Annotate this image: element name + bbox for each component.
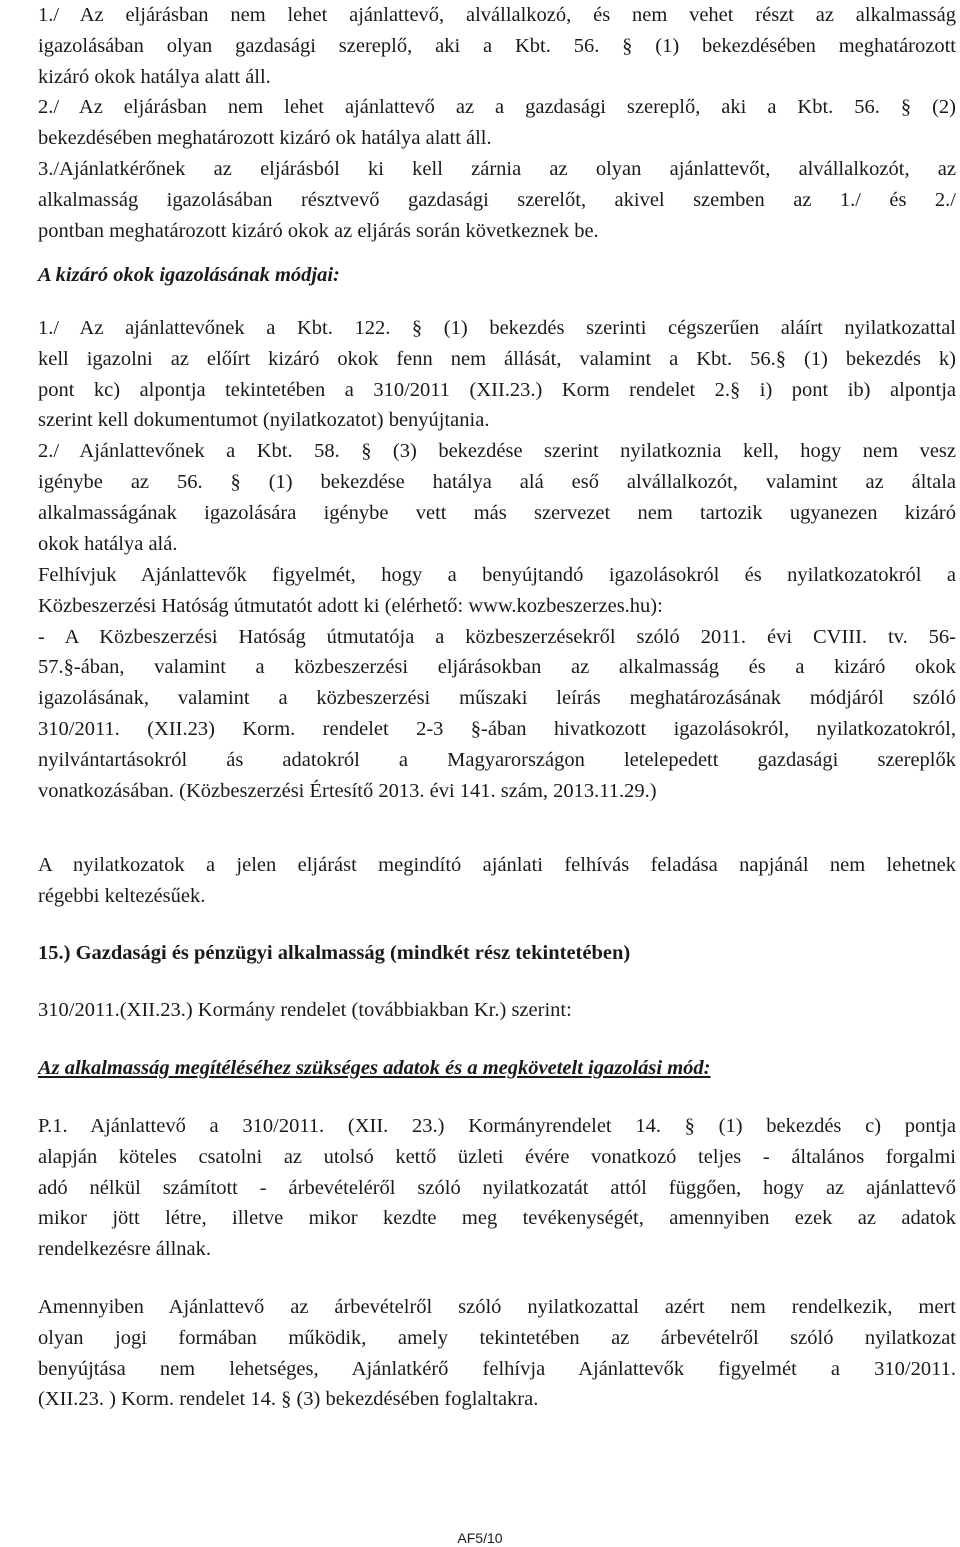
document-page <box>38 0 956 1547</box>
text-line: 3./Ajánlatkérőnek az eljárásból ki kell zárnia az olyan ajánlattevőt, alvállalkozót, az <box>38 157 956 180</box>
text-line: 1./ Az eljárásban nem lehet ajánlattevő, alvállalkozó, és nem vehet részt az alkalmasság <box>38 4 956 26</box>
text-line: 57.§-ában, valamint a közbeszerzési eljárásokban az alkalmasság és a kizáró okok <box>38 656 956 679</box>
text-line: olyan jogi formában működik, amely tekintetében az árbevételről szóló nyilatkozat <box>38 1326 956 1349</box>
text-line: (XII.23. ) Korm. rendelet 14. § (3) bekezdésében foglaltakra. <box>38 1388 539 1411</box>
text-line: Amennyiben Ajánlattevő az árbevételről szóló nyilatkozattal azért nem rendelkezik, mert <box>38 1296 956 1318</box>
text-line: régebbi keltezésűek. <box>38 884 206 907</box>
text-line: mikor jött létre, illetve mikor kezdte meg tevékenységét, amennyiben ezek az adatok <box>38 1207 956 1230</box>
p1-paragraph <box>38 1111 956 1265</box>
text-line: - A Közbeszerzési Hatóság útmutatója a közbeszerzésekről szóló 2011. évi CVIII. tv. 56- <box>38 625 956 648</box>
text-line: alapján köteles csatolni az utolsó kettő üzleti évére vonatkozó teljes - általános forgalmi <box>38 1145 956 1168</box>
authority-guidance-paragraph <box>38 560 956 806</box>
section-heading-15: 15.) Gazdasági és pénzügyi alkalmasság (mindkét rész tekintetében) <box>38 942 631 964</box>
text-line: 1./ Az ajánlattevőnek a Kbt. 122. § (1) bekezdés szerinti cégszerűen aláírt nyilatkozattal <box>38 317 956 339</box>
text-line: rendelkezésre állnak. <box>38 1238 212 1261</box>
text-line: pont kc) alpontja tekintetében a 310/2011 (XII.23.) Korm rendelet 2.§ i) pont ib) alpontja <box>38 378 956 401</box>
text-line: A nyilatkozatok a jelen eljárást megindító ajánlati felhívás feladása napjánál nem lehetnek <box>38 854 956 876</box>
text-line: alkalmasságának igazolására igénybe vett más szervezet nem tartozik ugyanezen kizáró <box>38 501 956 524</box>
text-line: igazolásában olyan gazdasági szereplő, aki a Kbt. 56. § (1) bekezdésében meghatározott <box>38 34 956 57</box>
regulation-reference: 310/2011.(XII.23.) Kormány rendelet (továbbiakban Kr.) szerint: <box>38 999 572 1021</box>
text-line: alkalmasság igazolásában résztvevő gazdasági szerelőt, akivel szemben az 1./ és 2./ <box>38 188 956 211</box>
text-line: 2./ Ajánlattevőnek a Kbt. 58. § (3) bekezdése szerint nyilatkoznia kell, hogy nem vesz <box>38 440 956 463</box>
text-line: Felhívjuk Ajánlattevők figyelmét, hogy a benyújtandó igazolásokról és nyilatkozatokról a <box>38 564 956 586</box>
text-line: igazolásának, valamint a közbeszerzési műszaki leírás meghatározásának módjáról szóló <box>38 687 956 710</box>
text-line: P.1. Ajánlattevő a 310/2011. (XII. 23.) Kormányrendelet 14. § (1) bekezdés c) pontja <box>38 1115 956 1137</box>
text-line: benyújtása nem lehetséges, Ajánlatkérő felhívja Ajánlattevők figyelmét a 310/2011. <box>38 1357 956 1380</box>
declaration-date-paragraph <box>38 850 956 912</box>
page-number: AF5/10 <box>457 1530 503 1546</box>
revenue-statement-paragraph <box>38 1292 956 1415</box>
text-line: nyilvántartásokról ás adatokról a Magyarországon letelepedett gazdasági szereplők <box>38 748 956 771</box>
text-line: Közbeszerzési Hatóság útmutatót adott ki (elérhető: www.kozbeszerzes.hu): <box>38 594 663 617</box>
text-line: kizáró okok hatálya alatt áll. <box>38 65 271 88</box>
text-line: okok hatálya alá. <box>38 532 178 555</box>
text-line: adó nélkül számított - árbevételéről szóló nyilatkozatát attól függően, hogy az ajánlattevő <box>38 1176 956 1199</box>
text-line: 310/2011. (XII.23) Korm. rendelet 2-3 §-ában hivatkozott igazolásokról, nyilatkozatokról, <box>38 717 956 740</box>
exclusion-proof-paragraph <box>38 313 956 559</box>
text-line: pontban meghatározott kizáró okok az eljárás során következnek be. <box>38 219 599 242</box>
text-line: igénybe az 56. § (1) bekezdése hatálya alá eső alvállalkozót, valamint az általa <box>38 470 956 493</box>
section-heading-suitability: Az alkalmasság megítéléséhez szükséges adatok és a megkövetelt igazolási mód: <box>38 1057 711 1079</box>
text-line: vonatkozásában. (Közbeszerzési Értesítő 2013. évi 141. szám, 2013.11.29.) <box>38 779 657 802</box>
text-line: 2./ Az eljárásban nem lehet ajánlattevő az a gazdasági szereplő, aki a Kbt. 56. § (2) <box>38 96 956 119</box>
exclusion-grounds-paragraph <box>38 0 956 246</box>
text-line: szerint kell dokumentumot (nyilatkozatot) benyújtania. <box>38 409 490 432</box>
text-line: bekezdésében meghatározott kizáró ok hatálya alatt áll. <box>38 127 492 150</box>
section-heading-exclusion-proof: A kizáró okok igazolásának módjai: <box>38 264 340 286</box>
text-line: kell igazolni az előírt kizáró okok fenn nem állását, valamint a Kbt. 56.§ (1) bekezdés k) <box>38 347 956 370</box>
